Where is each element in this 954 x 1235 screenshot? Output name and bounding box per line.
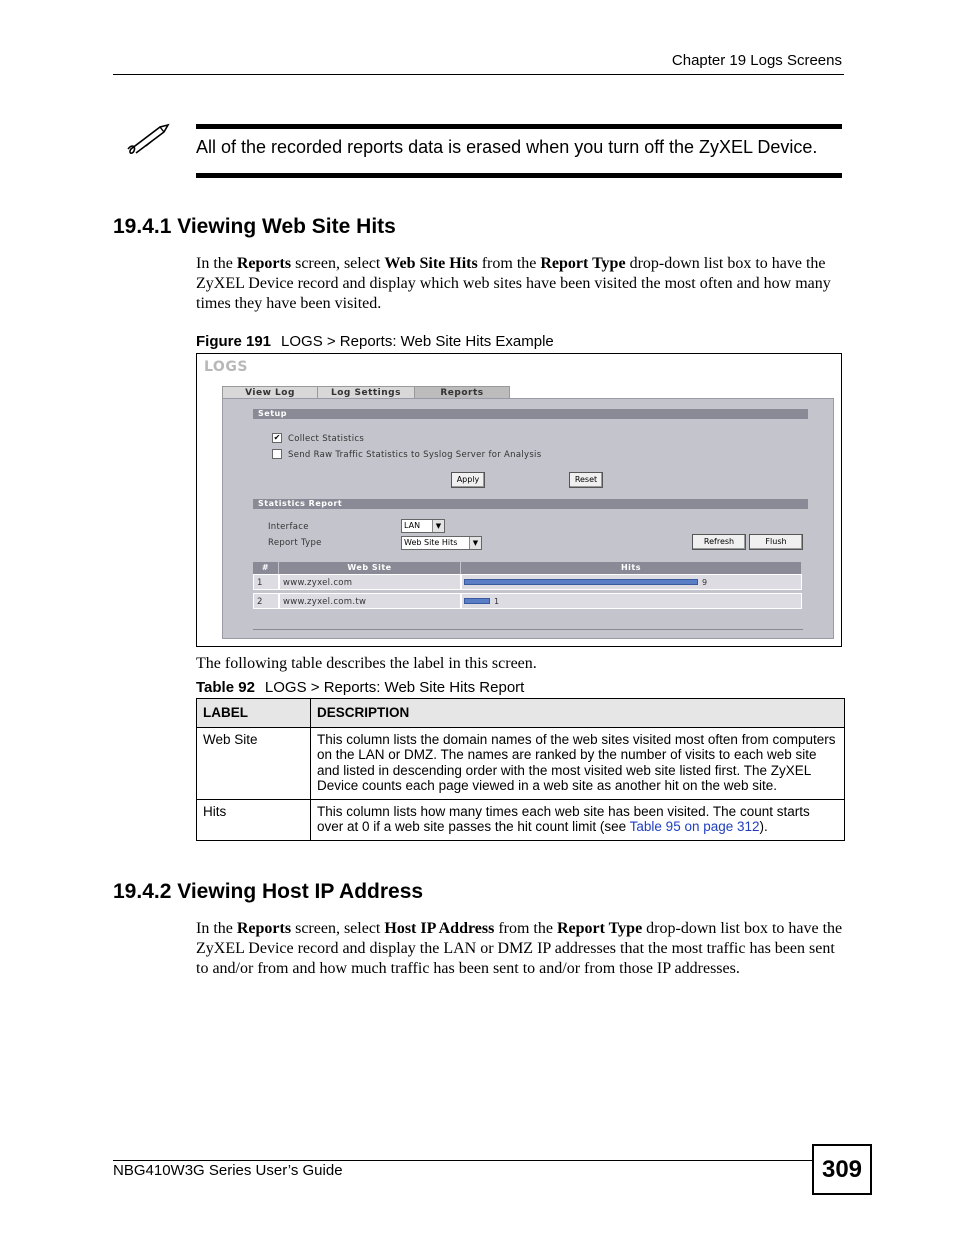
chapter-header: Chapter 19 Logs Screens xyxy=(671,52,842,69)
interface-select[interactable] xyxy=(401,519,445,533)
app-title: LOGS xyxy=(204,359,248,375)
apply-button[interactable]: Apply xyxy=(451,472,485,488)
row-label-web-site: Web Site xyxy=(197,727,311,799)
table-row xyxy=(197,799,845,840)
raw-traffic-checkbox[interactable] xyxy=(272,449,282,459)
section-heading-web-site-hits: 19.4.1 Viewing Web Site Hits xyxy=(113,215,396,238)
figure-caption: Figure 191 LOGS > Reports: Web Site Hits Example xyxy=(196,333,554,350)
statistics-report-header: Statistics Report xyxy=(253,499,808,509)
section-paragraph-host-ip-address: In the Reports screen, select Host IP Address from the Report Type drop-down list box to have the ZyXEL Device record and display the LAN or DMZ IP addresses that the most traffic has been sent to and/or from and how much traffic has been sent to and/or from those IP addresses. xyxy=(196,920,843,977)
note-pencil-icon xyxy=(124,122,174,158)
row-2-hits-cell xyxy=(461,593,802,609)
interface-label: Interface xyxy=(268,522,309,532)
column-header-description: DESCRIPTION xyxy=(311,699,845,728)
reset-button[interactable]: Reset xyxy=(569,472,603,488)
row-label-hits: Hits xyxy=(197,799,311,840)
reports-panel xyxy=(222,398,834,639)
section-paragraph-web-site-hits: In the Reports screen, select Web Site Hits from the Report Type drop-down list box to have the ZyXEL Device record and display which web sites have been visited the most often and how many times they have been visited. xyxy=(196,255,831,312)
column-header-label: LABEL xyxy=(197,699,311,728)
setup-header: Setup xyxy=(253,409,808,419)
note-rule-top xyxy=(196,124,842,129)
table-row xyxy=(197,727,845,799)
row-2-hits-value: 1 xyxy=(494,597,500,606)
table-intro-text: The following table describes the label in this screen. xyxy=(196,655,537,672)
logs-reports-screenshot xyxy=(200,356,836,640)
note-text: All of the recorded reports data is erased when you turn off the ZyXEL Device. xyxy=(196,137,818,157)
row-2-number: 2 xyxy=(253,593,279,609)
row-2-web-site: www.zyxel.com.tw xyxy=(279,593,461,609)
column-header-number: # xyxy=(253,562,278,574)
table-95-link[interactable]: Table 95 on page 312 xyxy=(629,819,760,834)
refresh-button[interactable]: Refresh xyxy=(692,534,746,550)
column-header-hits: Hits xyxy=(461,562,801,574)
row-2-hits-bar xyxy=(464,598,490,604)
header-rule xyxy=(113,74,844,75)
tab-reports[interactable]: Reports xyxy=(414,386,510,399)
report-type-label: Report Type xyxy=(268,538,322,548)
table-header-row xyxy=(197,699,845,728)
row-1-number: 1 xyxy=(253,574,279,590)
collect-statistics-label: Collect Statistics xyxy=(288,434,365,444)
row-desc-hits: This column lists how many times each web site has been visited. The count starts over at 0 if a web site passes the hit count limit (see Table 95 on page 312). xyxy=(311,799,845,840)
row-1-hits-value: 9 xyxy=(702,578,708,587)
row-1-web-site: www.zyxel.com xyxy=(279,574,461,590)
footer-guide-title: NBG410W3G Series User’s Guide xyxy=(113,1162,343,1179)
row-1-hits-bar xyxy=(464,579,698,585)
chevron-down-icon: ▼ xyxy=(432,520,444,532)
interface-value: LAN xyxy=(404,521,421,530)
panel-bottom-rule xyxy=(253,629,803,630)
page-number: 309 xyxy=(812,1144,872,1195)
table-caption: Table 92 LOGS > Reports: Web Site Hits Report xyxy=(196,679,525,696)
tab-view-log[interactable]: View Log xyxy=(222,386,318,399)
flush-button[interactable]: Flush xyxy=(749,534,803,550)
report-type-select[interactable] xyxy=(401,536,482,550)
row-desc-web-site: This column lists the domain names of the web sites visited most often from computers on the LAN or DMZ. The names are ranked by the number of visits to each web site and listed in descending order with the most visited web site listed first. The ZyXEL Device counts each page viewed in a web site as another hit on the web site. xyxy=(311,727,845,799)
label-description-table xyxy=(196,698,845,841)
chevron-down-icon: ▼ xyxy=(469,537,481,549)
report-type-value: Web Site Hits xyxy=(404,538,458,547)
section-heading-host-ip-address: 19.4.2 Viewing Host IP Address xyxy=(113,880,424,903)
collect-statistics-checkbox[interactable]: ✔ xyxy=(273,433,281,442)
tab-log-settings[interactable]: Log Settings xyxy=(317,386,415,399)
note-rule-bottom xyxy=(196,173,842,178)
column-header-web-site: Web Site xyxy=(279,562,460,574)
raw-traffic-label: Send Raw Traffic Statistics to Syslog Server for Analysis xyxy=(288,450,542,460)
footer-rule xyxy=(113,1160,813,1161)
